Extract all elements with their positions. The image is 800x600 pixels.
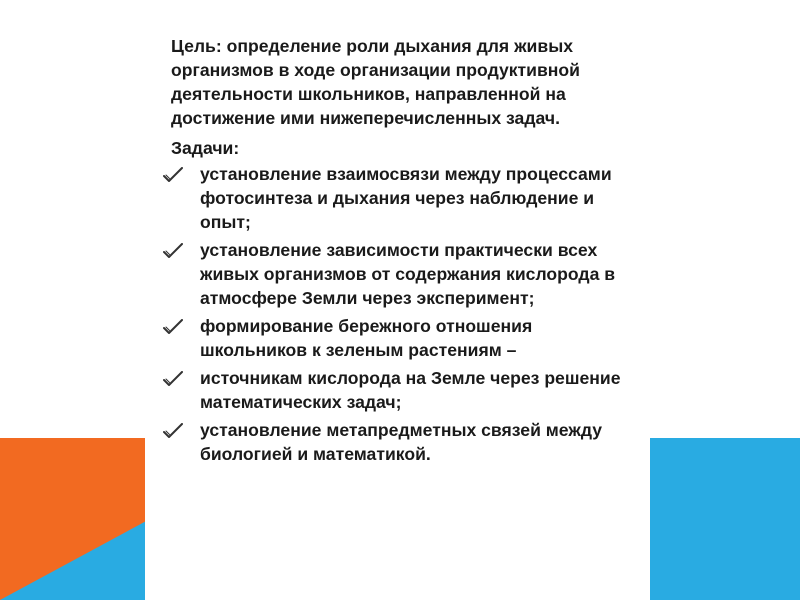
checkmark-icon xyxy=(163,423,183,439)
checkmark-icon xyxy=(163,167,183,183)
task-text: установление взаимосвязи между процессами фотосинтеза и дыхания через наблюдение и опыт; xyxy=(200,164,612,232)
slide-text-area xyxy=(163,34,643,470)
task-item xyxy=(163,314,643,362)
task-item xyxy=(163,366,643,414)
task-text: установление метапредметных связей между биологией и математикой. xyxy=(200,420,602,464)
task-text: источникам кислорода на Земле через решение математических задач; xyxy=(200,368,621,412)
checkmark-icon xyxy=(163,243,183,259)
checkmark-icon xyxy=(163,319,183,335)
task-item xyxy=(163,238,643,310)
checkmark-icon xyxy=(163,371,183,387)
tasks-heading: Задачи: xyxy=(171,138,240,158)
task-item xyxy=(163,418,643,466)
task-text: формирование бережного отношения школьников к зеленым растениям – xyxy=(200,316,533,360)
task-item xyxy=(163,162,643,234)
task-text: установление зависимости практически всех живых организмов от содержания кислорода в атмосфере Земли через эксперимент; xyxy=(200,240,616,308)
task-list xyxy=(163,162,643,466)
goal-paragraph: Цель: определение роли дыхания для живых организмов в ходе организации продуктивной деятельности школьников, направленной на достижение ими нижеперечисленных задач. xyxy=(171,36,580,128)
